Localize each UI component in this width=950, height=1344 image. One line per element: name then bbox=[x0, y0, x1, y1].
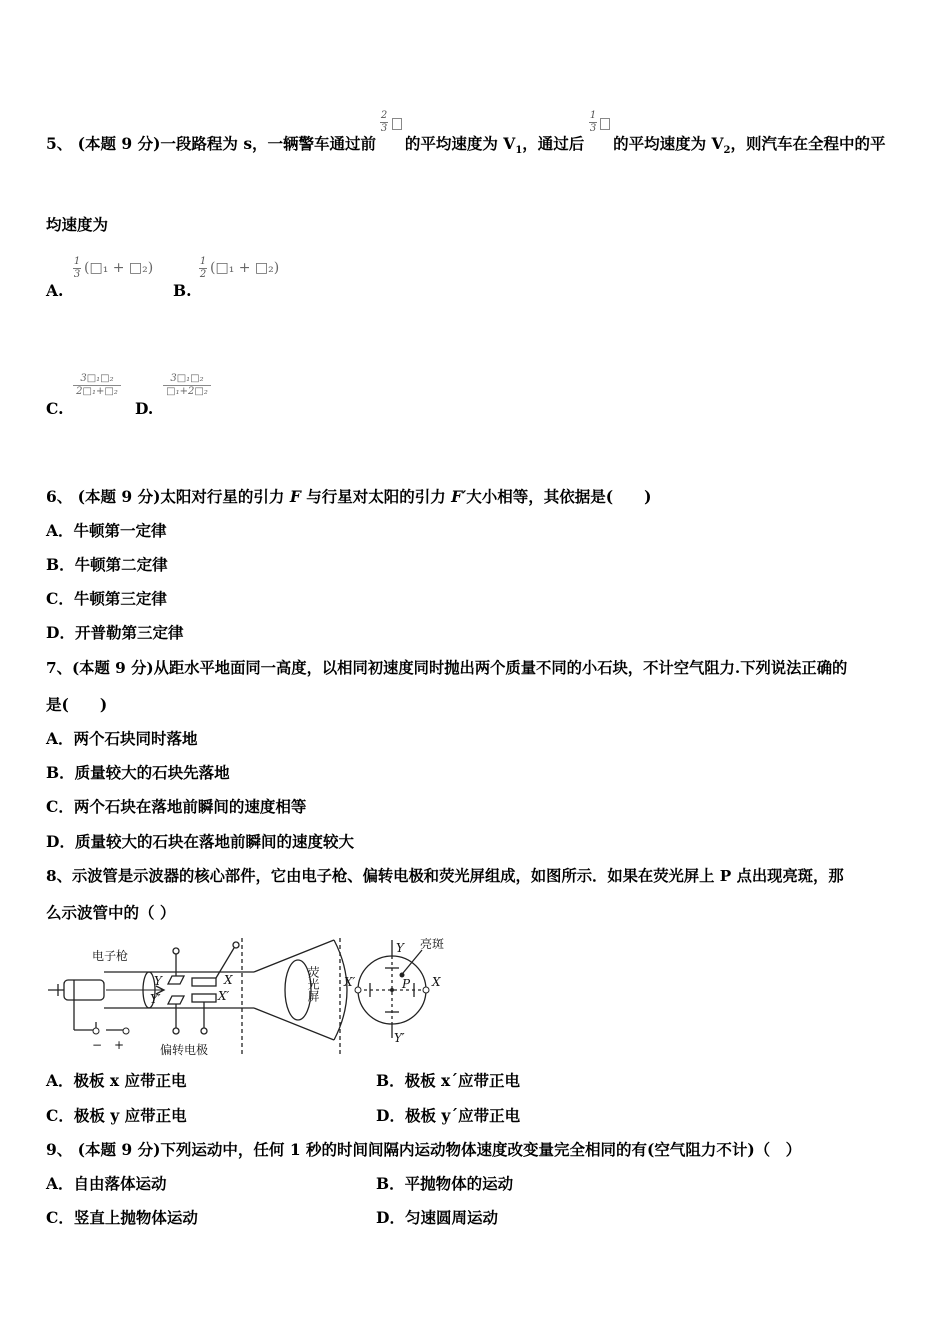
label-bright-spot: 亮斑 bbox=[420, 938, 445, 951]
oscilloscope-tube-diagram bbox=[44, 938, 454, 1060]
q7-stem-line2: 是( ) bbox=[46, 695, 108, 714]
q6-stem-c: 大小相等，其依据是( ) bbox=[466, 487, 652, 506]
tube-funnel bbox=[254, 940, 334, 1040]
q9-option-b: B．平抛物体的运动 bbox=[376, 1174, 514, 1193]
q5-option-d-fraction bbox=[163, 373, 211, 398]
q5-option-c-fraction bbox=[73, 373, 121, 398]
q5-option-d-label: D. bbox=[135, 399, 154, 418]
q9-option-d: D．匀速圆周运动 bbox=[376, 1208, 498, 1227]
frac-num: 1 bbox=[199, 256, 207, 267]
label-deflection-plates: 偏转电极 bbox=[160, 1043, 209, 1057]
q8-option-d: D．极板 y´应带正电 bbox=[376, 1106, 521, 1125]
q8-stem-line2: 么示波管中的（ ） bbox=[46, 903, 176, 922]
label-y: Y bbox=[154, 974, 162, 988]
q5-option-b-coef bbox=[199, 257, 207, 280]
frac-den: 2□₁+□₂ bbox=[73, 385, 121, 398]
placeholder-box-icon bbox=[600, 118, 610, 130]
q5-option-b-expr: (□₁ + □₂) bbox=[210, 260, 280, 276]
frac-num: 2 bbox=[380, 110, 388, 121]
label-screen-x-prime: X′ bbox=[344, 975, 356, 989]
frac-num: 3□₁□₂ bbox=[170, 373, 204, 384]
q5-sub1: 1 bbox=[515, 145, 523, 157]
q9-stem: 9、 (本题 9 分)下列运动中，任何 1 秒的时间间隔内运动物体速度改变量完全相同的有(空气阻力不计)（ ） bbox=[46, 1140, 802, 1159]
fraction-one-third bbox=[589, 111, 597, 134]
q7-option-a: A．两个石块同时落地 bbox=[46, 729, 198, 748]
q8-option-b: B．极板 x´应带正电 bbox=[376, 1071, 520, 1090]
q6-option-d: D．开普勒第三定律 bbox=[46, 623, 184, 642]
q7-stem-line1: 7、(本题 9 分)从距水平地面同一高度，以相同初速度同时抛出两个质量不同的小石块，不计空气阻力.下列说法正确的 bbox=[46, 659, 848, 677]
q7-option-c: C．两个石块在落地前瞬间的速度相等 bbox=[46, 797, 307, 816]
q5-option-a-coef bbox=[73, 257, 81, 280]
label-screen-y: Y bbox=[396, 941, 404, 955]
q6-stem-b: 与行星对太阳的引力 bbox=[300, 487, 452, 506]
frac-num: 1 bbox=[589, 110, 597, 121]
q6-force-f: F bbox=[289, 487, 301, 506]
q5-option-b-label: B. bbox=[173, 281, 192, 300]
q5-mid: 的平均速度为 V bbox=[404, 134, 516, 153]
frac-den: 2 bbox=[199, 269, 207, 280]
q7-option-d: D．质量较大的石块在落地前瞬间的速度较大 bbox=[46, 832, 354, 851]
label-y-prime: Y′ bbox=[150, 992, 161, 1006]
label-plus: + bbox=[114, 1038, 125, 1052]
q5-stem-line2: 均速度为 bbox=[46, 215, 109, 234]
fraction-two-thirds bbox=[380, 111, 388, 134]
q8-stem-line1: 8、示波管是示波器的核心部件，它由电子枪、偏转电极和荧光屏组成，如图所示．如果在荧光屏上 P 点出现亮斑，那 bbox=[46, 867, 844, 885]
label-x-prime: X′ bbox=[218, 989, 230, 1003]
label-electron-gun: 电子枪 bbox=[92, 949, 129, 963]
q6-option-b: B．牛顿第二定律 bbox=[46, 555, 168, 574]
q8-option-c: C．极板 y 应带正电 bbox=[46, 1106, 187, 1125]
q6-option-a: A．牛顿第一定律 bbox=[46, 521, 167, 540]
q6-force-f-prime: F′ bbox=[451, 487, 467, 506]
q5-mid2: ，通过后 bbox=[522, 134, 585, 153]
label-screen: 荧光屏 bbox=[306, 966, 320, 1002]
frac-num: 3□₁□₂ bbox=[80, 373, 114, 384]
q6-stem bbox=[46, 487, 651, 507]
q7-option-b: B．质量较大的石块先落地 bbox=[46, 763, 230, 782]
q5-tail: 的平均速度为 V bbox=[613, 134, 724, 153]
label-minus: − bbox=[92, 1038, 103, 1052]
q5-tail2: ，则汽车在全程中的平 bbox=[730, 134, 886, 153]
label-screen-y-prime: Y′ bbox=[394, 1031, 405, 1045]
label-p: P bbox=[402, 977, 411, 991]
plate-x-prime bbox=[192, 994, 216, 1002]
q9-option-c: C．竖直上抛物体运动 bbox=[46, 1208, 198, 1227]
plate-x bbox=[192, 978, 216, 986]
q5-option-a-expr: (□₁ + □₂) bbox=[84, 260, 154, 276]
q6-stem-a: 6、 (本题 9 分)太阳对行星的引力 bbox=[46, 487, 290, 506]
placeholder-box-icon bbox=[392, 118, 402, 130]
frac-den: 3 bbox=[380, 123, 388, 134]
label-x: X bbox=[224, 973, 233, 987]
q5-prefix: 5、 (本题 9 分)一段路程为 s，一辆警车通过前 bbox=[46, 134, 377, 153]
frac-den: 3 bbox=[589, 123, 597, 134]
gun-terminal bbox=[48, 984, 64, 996]
frac-den: 3 bbox=[73, 269, 81, 280]
q5-sub2: 2 bbox=[723, 145, 731, 157]
frac-num: 1 bbox=[73, 256, 81, 267]
q5-option-c-label: C. bbox=[46, 399, 64, 418]
plate-y-prime bbox=[168, 996, 184, 1004]
electron-gun-body bbox=[64, 980, 104, 1000]
frac-den: □₁+2□₂ bbox=[163, 385, 211, 398]
q5-option-a-label: A. bbox=[46, 281, 64, 300]
q9-option-a: A．自由落体运动 bbox=[46, 1174, 167, 1193]
plate-y bbox=[168, 976, 184, 984]
q5-stem bbox=[46, 134, 886, 161]
q6-option-c: C．牛顿第三定律 bbox=[46, 589, 167, 608]
label-screen-x: X bbox=[432, 975, 441, 989]
q8-option-a: A．极板 x 应带正电 bbox=[46, 1071, 187, 1090]
